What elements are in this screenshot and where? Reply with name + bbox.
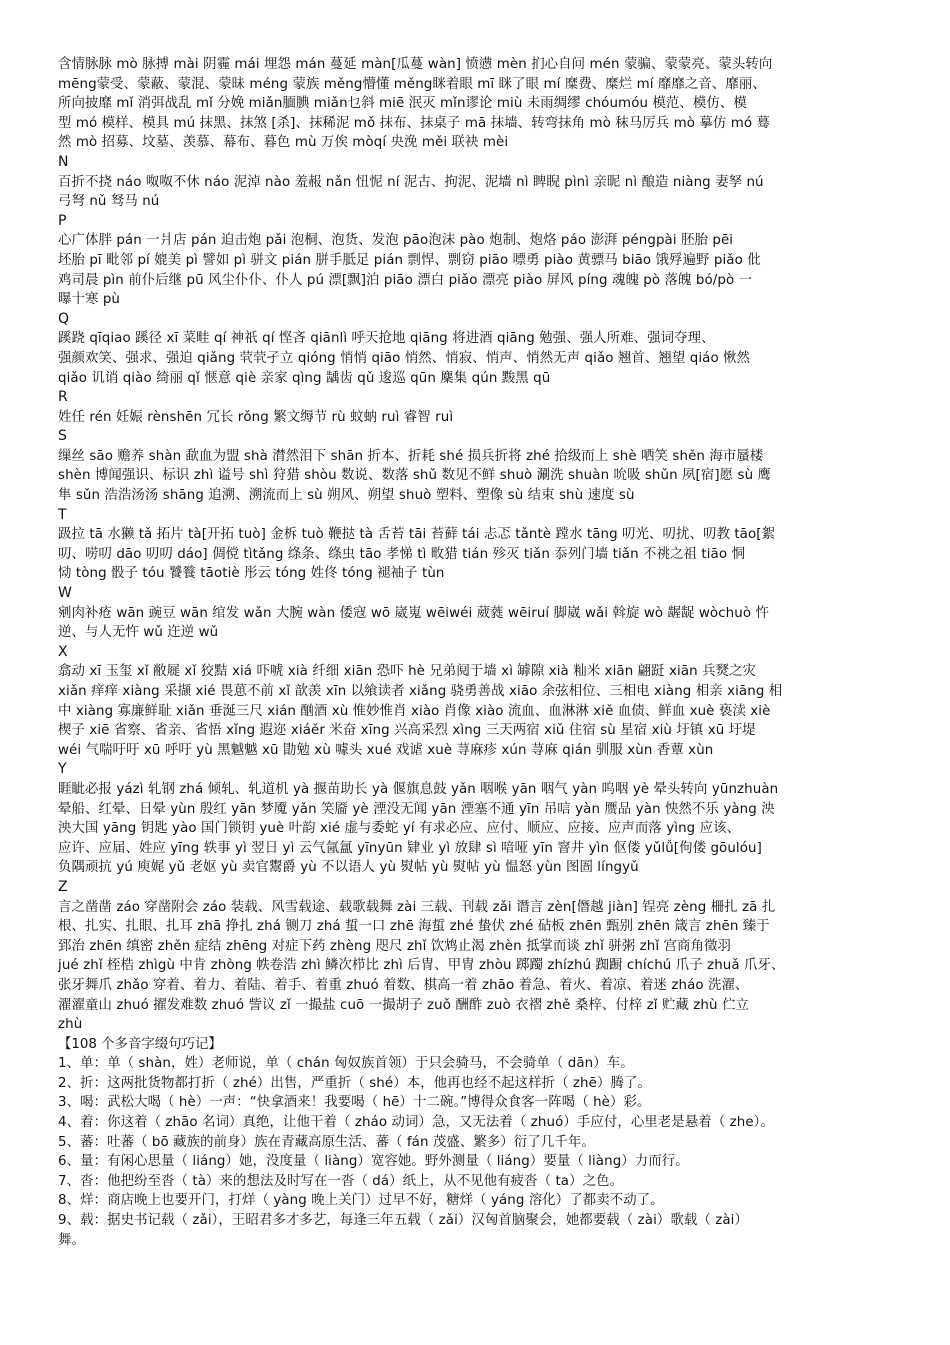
text-line: 强颜欢笑、强求、强迫 qiǎng 茕茕孑立 qióng 悄悄 qiāo 悄然、悄寂、悄声、悄然无声 qiǎo 翘首、翘望 qiáo 愀然: [58, 350, 751, 366]
text-line: xiǎn 痒痒 xiàng 采撷 xié 畏葸不前 xǐ 歆羡 xīn 以飨读者 xiǎng 骁勇善战 xiāo 余弦相位、三相电 xiàng 相亲 xiāng 相: [58, 684, 783, 699]
text-line: jué zhǐ 桎梏 zhìgù 中肯 zhòng 帙卷浩 zhì 鳞次栉比 zhì 后冑、甲冑 zhòu 踯躅 zhízhú 踟蹰 chíchú 爪子 zhuǎ 爪牙、: [58, 958, 785, 974]
text-line: 晕船、红晕、日晕 yùn 殷红 yān 梦魇 yǎn 笑靥 yè 湮没无闻 yān 湮塞不通 yīn 吊唁 yàn 赝品 yàn 怏然不乐 yàng 泱: [58, 801, 775, 817]
text-line: 睚眦必报 yázì 轧钢 zhá 倾轧、轧道机 yà 揠苗助长 yà 偃旗息鼓 yǎn 咽喉 yān 咽气 yàn 呜咽 yè 晕头转向 yūnzhuàn: [58, 781, 779, 797]
text-line: 根、扎实、扎眼、扎耳 zhā 挣扎 zhá 铡刀 zhá 蜇一口 zhē 海蜇 zhé 蛰伏 zhé 砧板 zhēn 甄别 zhēn 箴言 zhēn 臻于: [58, 919, 770, 935]
text-line: 型 mó 模样、模具 mú 抹黑、抹煞 [杀]、抹稀泥 mǒ 抹布、抹桌子 mā 抹墙、转弯抹角 mò 秣马厉兵 mò 摹仿 mó 蓦: [58, 115, 771, 131]
text-line: 张牙舞爪 zhǎo 穿着、着力、着陆、着手、着重 zhuó 着数、棋高一着 zhāo 着急、着火、着凉、着迷 zháo 洗濯、: [58, 977, 749, 993]
text-line: 曝十寒 pù: [58, 292, 121, 308]
text-line: 心广体胖 pán 一爿店 pán 迫击炮 pǎi 泡桐、泡货、发泡 pāo泡沫 pào 炮制、炮烙 páo 澎湃 péngpài 胚胎 pēi: [58, 233, 734, 249]
text-line: 姓任 rén 妊娠 rènshēn 冗长 rǒng 繁文缛节 rù 蚊蚋 ruì 睿智 ruì: [58, 409, 454, 425]
section-letter-s: S: [58, 428, 67, 445]
section-letter-p: P: [58, 212, 67, 229]
text-line: 言之凿凿 záo 穿凿附会 záo 装载、风雪载途、载歌载舞 zài 三载、刊载 zǎi 谮言 zèn[僭越 jiàn] 锃亮 zèng 柵扎 zā 扎: [58, 899, 776, 915]
text-line: 恸 tòng 骰子 tóu 饕餮 tāotiè 彤云 tóng 姓佟 tóng 褪袖子 tùn: [58, 566, 445, 582]
text-line: 所向披靡 mǐ 消弭战乱 mǐ 分娩 miǎn腼腆 miǎn乜斜 miē 泯灭 mǐn谬论 miù 未雨绸缪 chóumóu 模范、模仿、模: [58, 96, 747, 112]
section-letter-z: Z: [58, 878, 68, 895]
text-line: 剜肉补疮 wān 豌豆 wān 绾发 wǎn 大腕 wàn 倭寇 wō 崴嵬 wēiwéi 葳蕤 wēiruí 脚崴 wǎi 斡旋 wò 龌龊 wòchuò 忤: [58, 605, 769, 621]
text-line: 隼 sǔn 浩浩汤汤 shāng 追溯、溯流而上 sù 朔风、朔望 shuò 塑料、塑像 sù 结束 shù 速度 sù: [58, 488, 635, 504]
text-line: zhù: [58, 1017, 83, 1033]
section-letter-t: T: [58, 506, 67, 523]
text-line: 鸡司晨 pìn 前仆后继 pū 风尘仆仆、仆人 pú 漂[飘]泊 piāo 漂白 piǎo 漂亮 piào 屏风 píng 魂魄 pò 落魄 bó/pò 一: [58, 272, 753, 288]
text-line: 缫丝 sāo 赡养 shàn 歃血为盟 shà 潸然泪下 shān 折本、折耗 shé 损兵折将 zhé 拾级而上 shè 哂笑 shěn 海市蜃楼: [58, 448, 764, 464]
mnemonic-item: 3、喝：武松大喝（ hè）一声：“快拿酒来！我要喝（ hē）十二碗。”博得众食客一阵喝（ hè）彩。: [58, 1095, 651, 1111]
text-line: mēng蒙受、蒙蔽、蒙混、蒙昧 méng 蒙族 měng懵懂 měng眯着眼 mī 眯了眼 mí 糜费、糜烂 mí 靡靡之音、靡丽、: [58, 76, 766, 92]
mnemonic-item: 7、沓：他把纷至沓（ tà）来的想法及时写在一沓（ dá）纸上，从不见他有疲沓（ ta）之色。: [58, 1173, 624, 1189]
text-line: 蹊跷 qīqiao 蹊径 xī 菜畦 qí 神祇 qí 悭吝 qiānlì 呼天抢地 qiāng 将进酒 qiāng 勉强、强人所难、强词夺理、: [58, 331, 715, 347]
section-letter-r: R: [58, 389, 68, 406]
text-line: 楔子 xiē 省察、省亲、省悟 xǐng 遐迩 xiáěr 米奋 xīng 兴高采烈 xìng 三天两宿 xiǔ 住宿 sù 星宿 xiù 圩镇 xū 圩堤: [58, 723, 756, 739]
text-line: 弓弩 nǔ 驽马 nú: [58, 194, 160, 210]
mnemonic-item: 5、蕃：吐蕃（ bō 藏族的前身）族在青藏高原生活、蕃（ fán 茂盛、繁多）衍了几千年。: [58, 1134, 595, 1150]
text-line: 然 mò 招募、坟墓、羡慕、幕布、暮色 mù 万俟 mòqí 央浼 měi 联袂 mèi: [58, 135, 509, 151]
document-page: [58, 55, 900, 1250]
section-title: 【108 个多音字缀句巧记】: [58, 1036, 222, 1052]
text-line: 含情脉脉 mò 脉搏 mài 阴霾 mái 埋怨 mán 蔓延 màn[瓜蔓 wàn] 愤懑 mèn 扪心自问 mén 蒙骗、蒙蒙亮、蒙头转向: [58, 57, 773, 72]
mnemonic-item: 6、量：有闲心思量（ liáng）她，没度量（ liàng）宽容她。野外测量（ liáng）要量（ liàng）力而行。: [58, 1154, 689, 1170]
mnemonic-item: 1、单：单（ shàn，姓）老师说，单（ chán 匈奴族首领）于只会骑马，不会骑单（ dān）车。: [58, 1056, 634, 1072]
mnemonic-item: 8、烊：商店晚上也要开门，打烊（ yàng 晚上关门）过早不好，糖烊（ yáng 溶化）了都卖不动了。: [58, 1193, 664, 1209]
mnemonic-item: 9、载：据史书记载（ zǎi），王昭君多才多艺，每逢三年五载（ zǎi）汉匈首脑聚会，她都要载（ zài）歌载（ zài）: [58, 1213, 748, 1229]
text-line: 中 xiàng 寡廉鲜耻 xiǎn 垂涎三尺 xián 酗酒 xù 惟妙惟肖 xiào 肖像 xiào 流血、血淋淋 xiě 血债、鲜血 xuè 亵渎 xiè: [58, 703, 771, 719]
section-letter-n: N: [58, 153, 69, 170]
text-line: 泱大国 yāng 钥匙 yào 国门锁钥 yuè 叶韵 xié 虚与委蛇 yí 有求必应、应付、顺应、应接、应声而落 yìng 应该、: [58, 821, 741, 837]
text-line: 濯濯童山 zhuó 擢发难数 zhuó 訾议 zǐ 一撮盐 cuō 一撮胡子 zuǒ 酬酢 zuò 衣褶 zhě 桑梓、付梓 zǐ 贮藏 zhù 伫立: [58, 997, 749, 1013]
section-letter-x: X: [58, 643, 68, 660]
text-line: 负隅顽抗 yú 庾娓 yǔ 老妪 yù 卖官鬻爵 yù 不以语人 yù 熨帖 yù 熨帖 yù 愠怒 yùn 图圄 língyǔ: [58, 860, 639, 876]
text-line: 坯胎 pī 毗邻 pí 媲美 pì 譬如 pì 骈文 pián 胼手胝足 pián 剽悍、剽窃 piāo 嘌勇 piào 黄骠马 biāo 饿殍遍野 piǎo 仳: [58, 252, 761, 268]
section-letter-w: W: [58, 585, 72, 602]
section-letter-q: Q: [58, 310, 70, 327]
mnemonic-item: 4、着：你这着（ zhāo 名词）真绝，让他干着（ zháo 动词）急，又无法着（ zhuó）手应付，心里老是悬着（ zhe）。: [58, 1115, 774, 1131]
text-line: 应许、应届、姓应 yīng 轶事 yì 翌日 yì 云气氤氲 yīnyūn 肄业 yì 放肆 sì 喑哑 yīn 窨井 yìn 伛偻 yǔlǚ[佝偻 gōulóu]: [58, 840, 762, 856]
text-line: 趿拉 tā 水獭 tǎ 拓片 tà[开拓 tuò] 金柝 tuò 鞭挞 tà 舌苔 tāi 苔藓 tái 忐忑 tǎntè 蹚水 tāng 叨光、叨扰、叨教 tāo[絮: [58, 527, 776, 543]
section-letter-y: Y: [58, 761, 67, 778]
text-line: qiǎo 讥诮 qiào 绮丽 qǐ 惬意 qiè 亲家 qìng 龋齿 qǔ 逡巡 qūn 麇集 qún 黢黑 qū: [58, 370, 551, 386]
text-line: 郅治 zhēn 缜密 zhěn 症结 zhēng 对症下药 zhèng 咫尺 zhǐ 饮鸩止渴 zhèn 抵掌而谈 zhǐ 骈粥 zhǐ 宫商角徵羽: [58, 938, 731, 954]
text-line: 叨、唠叨 dāo 叨叨 dáo] 倜傥 tìtǎng 绦条、绦虫 tāo 孝悌 tì 畋猎 tián 殄灭 tiǎn 忝列门墙 tiǎn 不祧之祖 tiāo 恫: [58, 546, 745, 562]
mnemonic-item-tail: 舞。: [58, 1232, 85, 1248]
text-line: wéi 气喘吁吁 xū 呼吁 yù 黑魆魆 xū 勖勉 xù 噱头 xué 戏谑 xuè 荨麻疹 xún 荨麻 qián 驯服 xùn 香蕈 xùn: [58, 742, 714, 758]
text-line: 逆、与人无忤 wǔ 迕逆 wǔ: [58, 625, 219, 641]
text-line: shèn 博闻强识、标识 zhì 谥号 shì 狩猎 shòu 数说、数落 shǔ 数见不鲜 shuò 涮洗 shuàn 吮吸 shǔn 夙[宿]愿 sù 鹰: [58, 468, 772, 484]
text-line: 翕动 xī 玉玺 xǐ 敝屣 xǐ 狡黠 xiá 吓唬 xià 纤细 xiān 恐吓 hè 兄弟阋于墙 xì 罅隙 xià 籼米 xiān 翩跹 xiān 兵燹之灾: [58, 664, 757, 680]
text-line: 百折不挠 náo 呶呶不休 náo 泥淖 nào 羞赧 nǎn 忸怩 ní 泥古、拘泥、泥墙 nì 睥睨 pìnì 亲昵 nì 酿造 niàng 妻孥 nú: [58, 174, 764, 190]
mnemonic-item: 2、折：这两批货物都打折（ zhé）出售，严重折（ shé）本，他再也经不起这样折（ zhē）腾了。: [58, 1075, 651, 1091]
